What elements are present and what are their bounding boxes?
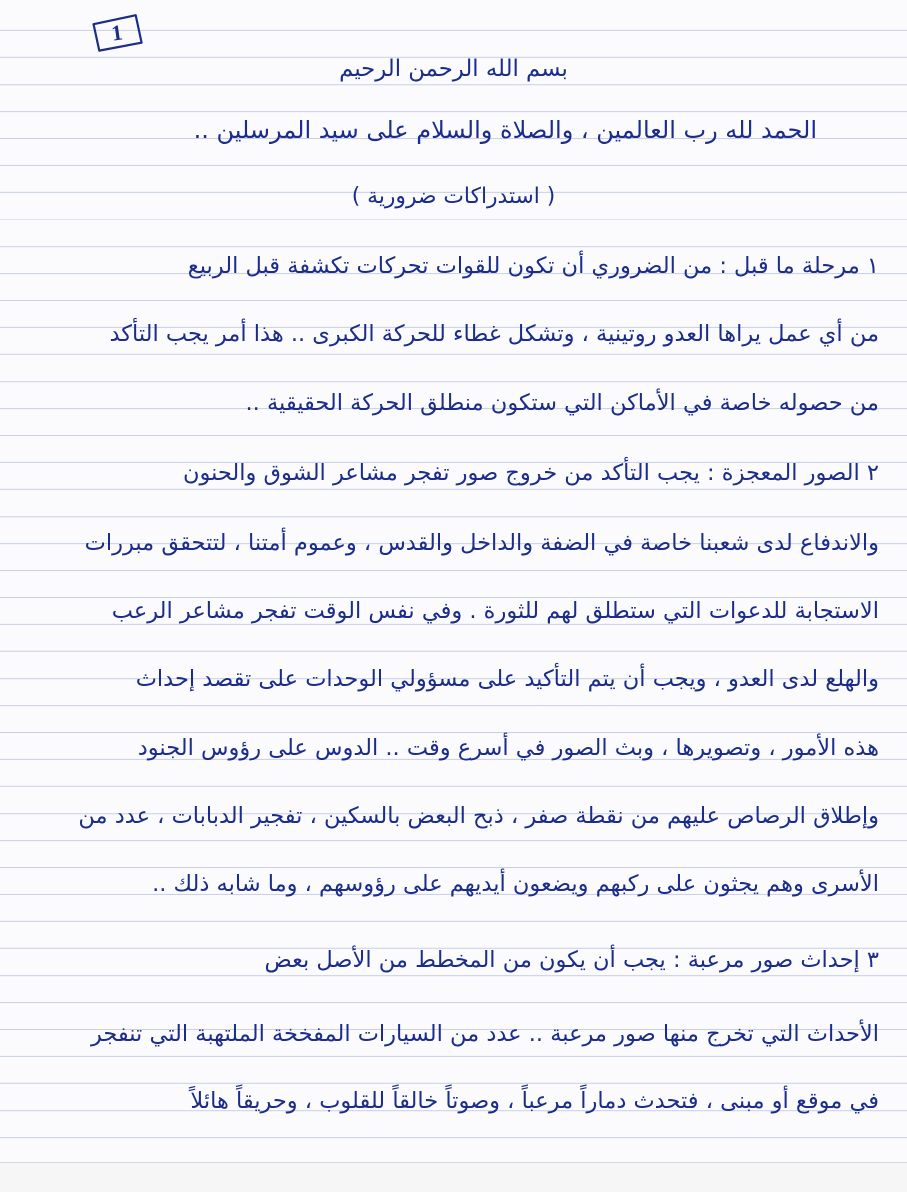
page-number: 1 [109, 19, 125, 46]
body-line: ١ مرحلة ما قبل : من الضروري أن تكون للقوات تحركات تكشفة قبل الربيع [187, 253, 879, 279]
body-line: الأحداث التي تخرج منها صور مرعبة .. عدد من السيارات المفخخة الملتهبة التي تنفجر [90, 1021, 879, 1047]
body-line: من أي عمل يراها العدو روتينية ، وتشكل غطاء للحركة الكبرى .. هذا أمر يجب التأكد [109, 321, 879, 347]
section-heading: ( استدراكات ضرورية ) [351, 184, 556, 209]
body-line: ٢ الصور المعجزة : يجب التأكد من خروج صور تفجر مشاعر الشوق والحنون [182, 460, 879, 486]
basmala: بسم الله الرحمن الرحيم [339, 56, 568, 82]
praise-line: الحمد لله رب العالمين ، والصلاة والسلام على سيد المرسلين .. [193, 116, 817, 144]
body-line: هذه الأمور ، وتصويرها ، وبث الصور في أسرع وقت .. الدوس على رؤوس الجنود [137, 735, 879, 761]
body-line: والهلع لدى العدو ، ويجب أن يتم التأكيد على مسؤولي الوحدات على تقصد إحداث [135, 666, 879, 692]
page-bottom-edge [0, 1162, 907, 1192]
body-line: ٣ إحداث صور مرعبة : يجب أن يكون من المخطط من الأصل بعض [264, 947, 879, 973]
body-line: وإطلاق الرصاص عليهم من نقطة صفر ، ذبح البعض بالسكين ، تفجير الدبابات ، عدد من [78, 803, 879, 829]
body-line: من حصوله خاصة في الأماكن التي ستكون منطلق الحركة الحقيقية .. [245, 390, 879, 416]
body-line: الاستجابة للدعوات التي ستطلق لهم للثورة . وفي نفس الوقت تفجر مشاعر الرعب [111, 598, 879, 624]
page-number-box [90, 13, 144, 54]
body-line: الأسرى وهم يجثون على ركبهم ويضعون أيديهم على رؤوسهم ، وما شابه ذلك .. [152, 871, 879, 897]
body-line: في موقع أو مبنى ، فتحدث دماراً مرعباً ، وصوتاً خالقاً للقلوب ، وحريقاً هائلاً [190, 1088, 879, 1114]
body-line: والاندفاع لدى شعبنا خاصة في الضفة والداخل والقدس ، وعموم أمتنا ، لتتحقق مبررات [84, 530, 879, 556]
